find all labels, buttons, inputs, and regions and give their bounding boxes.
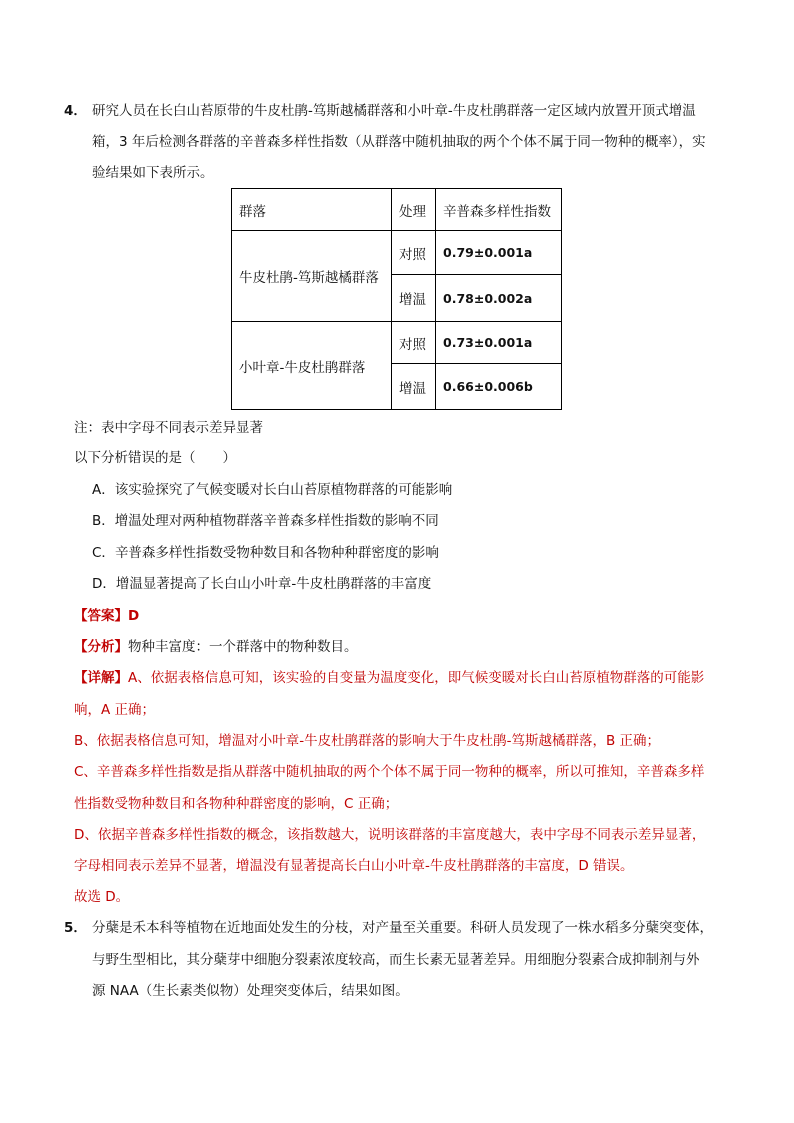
option-text: 辛普森多样性指数受物种数目和各物种种群密度的影响	[114, 545, 439, 561]
question-4-stem-line1: 研究人员在长白山苔原带的牛皮杜鹃-笃斯越橘群落和小叶章-牛皮杜鹃群落一定区域内放置开顶式增温	[92, 103, 696, 119]
detail-text: A、依据表格信息可知，该实验的自变量为温度变化，即气候变暖对长白山苔原植物群落的可能影	[128, 670, 705, 686]
detail-line3: B、依据表格信息可知，增温对小叶章-牛皮杜鹃群落的影响大于牛皮杜鹃-笃斯越橘群落，B 正确；	[74, 733, 661, 749]
table-row-treatment: 增温	[399, 380, 426, 397]
option-text: 增温显著提高了长白山小叶章-牛皮杜鹃群落的丰富度	[115, 576, 432, 592]
detail-line7: 字母相同表示差异不显著，增温没有显著提高长白山小叶章-牛皮杜鹃群落的丰富度，D 错误。	[74, 858, 634, 874]
question-prompt: 以下分析错误的是（ ）	[74, 450, 236, 466]
detail-tag: 【详解】	[74, 670, 128, 686]
option-d	[92, 574, 431, 594]
question-5-stem-line2: 与野生型相比，其分蘖芽中细胞分裂素浓度较高，而生长素无显著差异。用细胞分裂素合成抑制剂与外	[92, 952, 700, 968]
detail-line6: D、依据辛普森多样性指数的概念，该指数越大，说明该群落的丰富度越大，表中字母不同表示差异显著，	[74, 827, 706, 843]
table-community-2: 小叶章-牛皮杜鹃群落	[239, 359, 366, 376]
detail-line4: C、辛普森多样性指数是指从群落中随机抽取的两个个体不属于同一物种的概率，所以可推知，辛普森多样	[74, 764, 705, 780]
table-row-treatment: 增温	[399, 292, 426, 308]
option-label: C．	[92, 545, 115, 561]
table-row-index: 0.79±0.001a	[443, 245, 533, 260]
answer-tag: 【答案】	[74, 608, 128, 624]
table-header-index: 辛普森多样性指数	[443, 203, 551, 220]
answer-line	[74, 606, 139, 626]
table-header-community: 群落	[239, 203, 266, 220]
table-row-index: 0.66±0.006b	[443, 379, 533, 394]
analysis-line	[74, 637, 358, 657]
detail-line5: 性指数受物种数目和各物种种群密度的影响，C 正确；	[74, 796, 399, 812]
table-note: 注：表中字母不同表示差异显著	[74, 420, 263, 436]
conclusion: 故选 D。	[74, 889, 130, 905]
question-5-stem-line1: 分蘖是禾本科等植物在近地面处发生的分枝，对产量至关重要。科研人员发现了一株水稻多分蘖突变体，	[92, 920, 713, 936]
analysis-text: 物种丰富度：一个群落中的物种数目。	[128, 639, 358, 655]
analysis-tag: 【分析】	[74, 639, 128, 655]
question-4-number: 4．	[64, 103, 87, 119]
question-5-number: 5．	[64, 920, 87, 936]
question-4-stem-line2: 箱，3 年后检测各群落的辛普森多样性指数（从群落中随机抽取的两个个体不属于同一物种的概率），实	[92, 134, 706, 150]
table-row-treatment: 对照	[399, 246, 426, 263]
table-header-treatment: 处理	[399, 203, 426, 220]
question-5-stem-line3: 源 NAA（生长素类似物）处理突变体后，结果如图。	[92, 983, 409, 999]
option-text: 增温处理对两种植物群落辛普森多样性指数的影响不同	[114, 513, 439, 529]
table-row-treatment: 对照	[399, 336, 426, 353]
option-c	[92, 543, 439, 563]
detail-line2: 响，A 正确；	[74, 702, 156, 718]
detail-line1	[74, 668, 704, 688]
table-row-index: 0.73±0.001a	[443, 335, 533, 350]
option-label: D．	[92, 576, 116, 592]
table-row-index: 0.78±0.002a	[443, 290, 533, 306]
option-label: A．	[92, 482, 115, 498]
option-text: 该实验探究了气候变暖对长白山苔原植物群落的可能影响	[114, 482, 453, 498]
question-4-stem-line3: 验结果如下表所示。	[92, 165, 214, 181]
option-b	[92, 511, 439, 531]
option-a	[92, 480, 452, 500]
answer-value: D	[128, 608, 140, 624]
option-label: B．	[92, 513, 115, 529]
diversity-table	[231, 188, 562, 410]
table-community-1: 牛皮杜鹃-笃斯越橘群落	[239, 270, 379, 286]
